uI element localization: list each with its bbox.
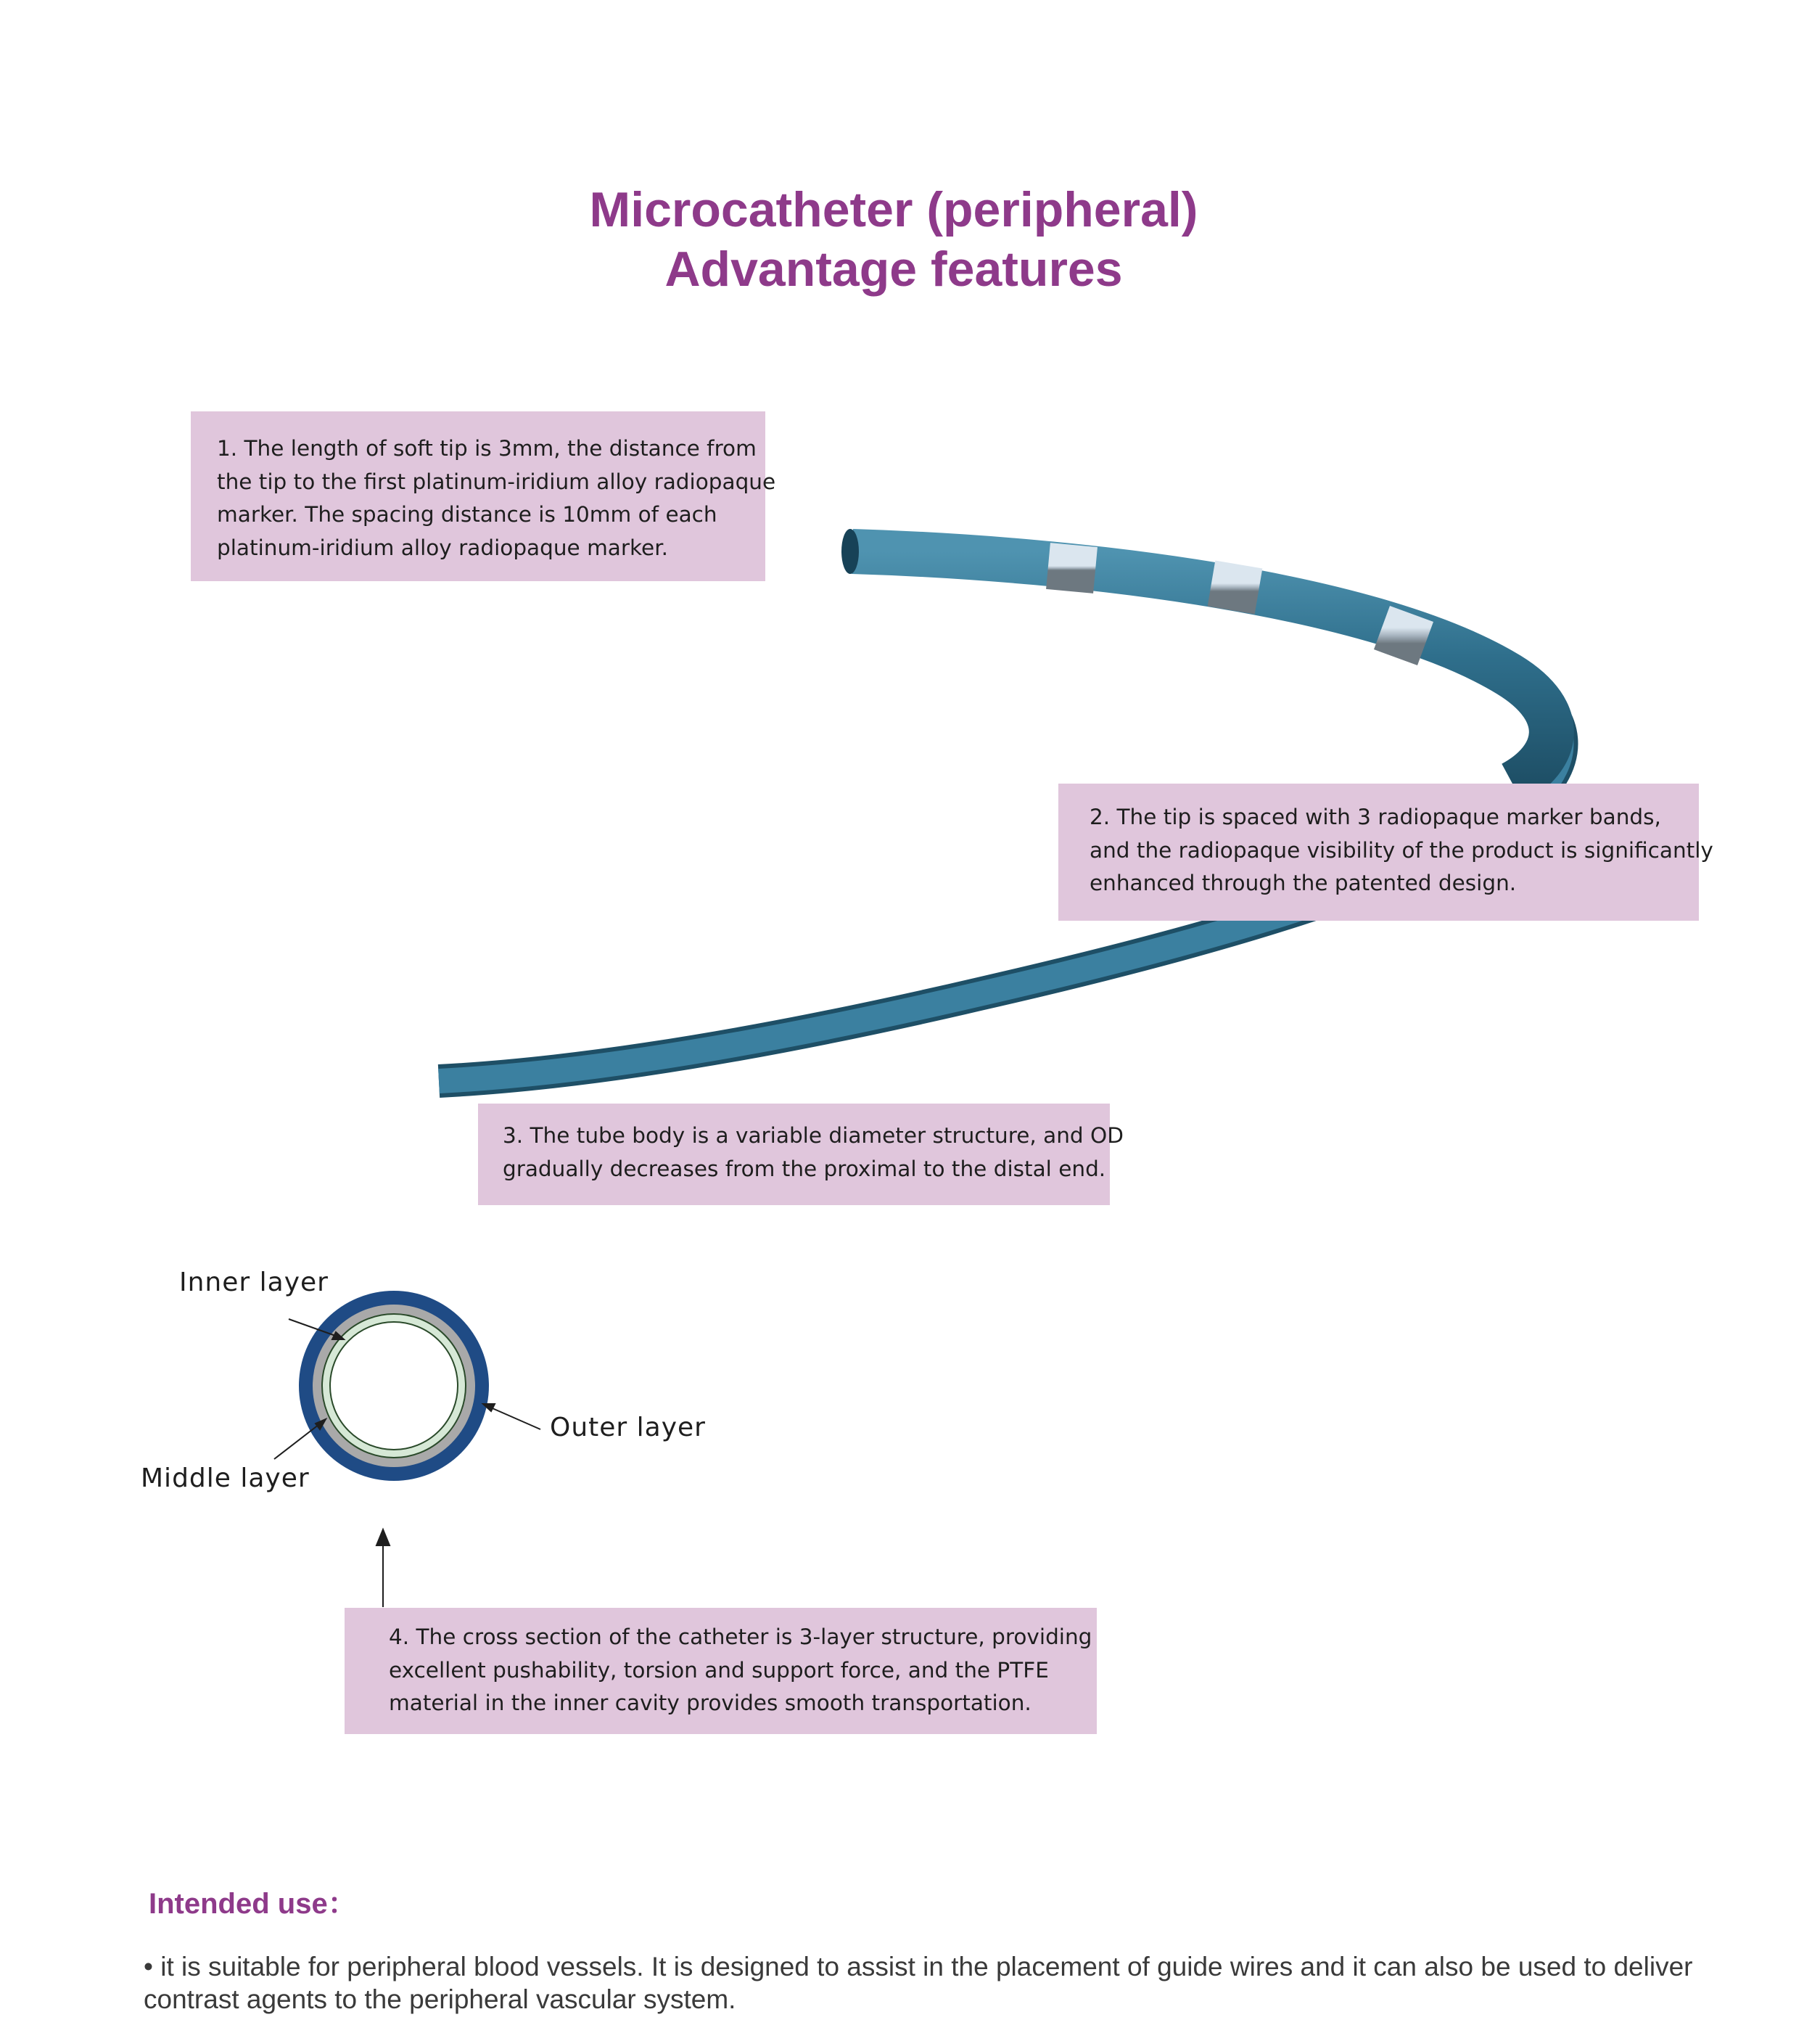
feature-3-line: 3. The tube body is a variable diameter structure, and OD <box>503 1123 1124 1148</box>
title-line-1: Microcatheter (peripheral) <box>589 182 1198 237</box>
feature-2-line: and the radiopaque visibility of the product is significantly <box>1090 837 1713 863</box>
page-title <box>0 180 1787 299</box>
feature-box-1 <box>191 411 776 581</box>
lumen <box>330 1322 458 1450</box>
feature-box-2 <box>1058 784 1713 921</box>
intended-use-text: • it is suitable for peripheral blood vessels. It is designed to assist in the placement of guide wires and it can also be used to deliver contrast agents to the peripheral vascular system. <box>144 1952 1693 2014</box>
feature-4-line: excellent pushability, torsion and support force, and the PTFE <box>389 1657 1049 1683</box>
marker-band-3 <box>1382 628 1425 644</box>
outer-layer-label: Outer layer <box>550 1413 706 1442</box>
feature-2-line: enhanced through the patented design. <box>1090 871 1517 895</box>
feature-1-line: 1. The length of soft tip is 3mm, the distance from <box>217 436 757 461</box>
inner-layer-label: Inner layer <box>179 1268 329 1297</box>
feature-1-line: platinum-iridium alloy radiopaque marker. <box>217 535 668 560</box>
feature-1-line: marker. The spacing distance is 10mm of each <box>217 502 717 527</box>
catheter-tip <box>841 529 859 574</box>
feature-1-line: the tip to the first platinum-iridium alloy radiopaque <box>217 469 776 494</box>
feature-box-4 <box>345 1608 1097 1734</box>
feature-4-line: 4. The cross section of the catheter is 3-layer structure, providing <box>389 1625 1092 1649</box>
intended-use-heading: Intended use： <box>149 1888 357 1920</box>
feature-2-line: 2. The tip is spaced with 3 radiopaque marker bands, <box>1090 805 1661 829</box>
marker-band-1 <box>1048 566 1095 570</box>
middle-layer-label: Middle layer <box>141 1463 310 1493</box>
feature-3-line: gradually decreases from the proximal to the distal end. <box>503 1156 1106 1181</box>
feature-4-line: material in the inner cavity provides smooth transportation. <box>389 1691 1032 1715</box>
title-line-2: Advantage features <box>664 242 1123 297</box>
cross-section-diagram <box>299 1291 489 1481</box>
feature-box-3 <box>478 1104 1124 1205</box>
marker-band-2 <box>1211 583 1259 591</box>
